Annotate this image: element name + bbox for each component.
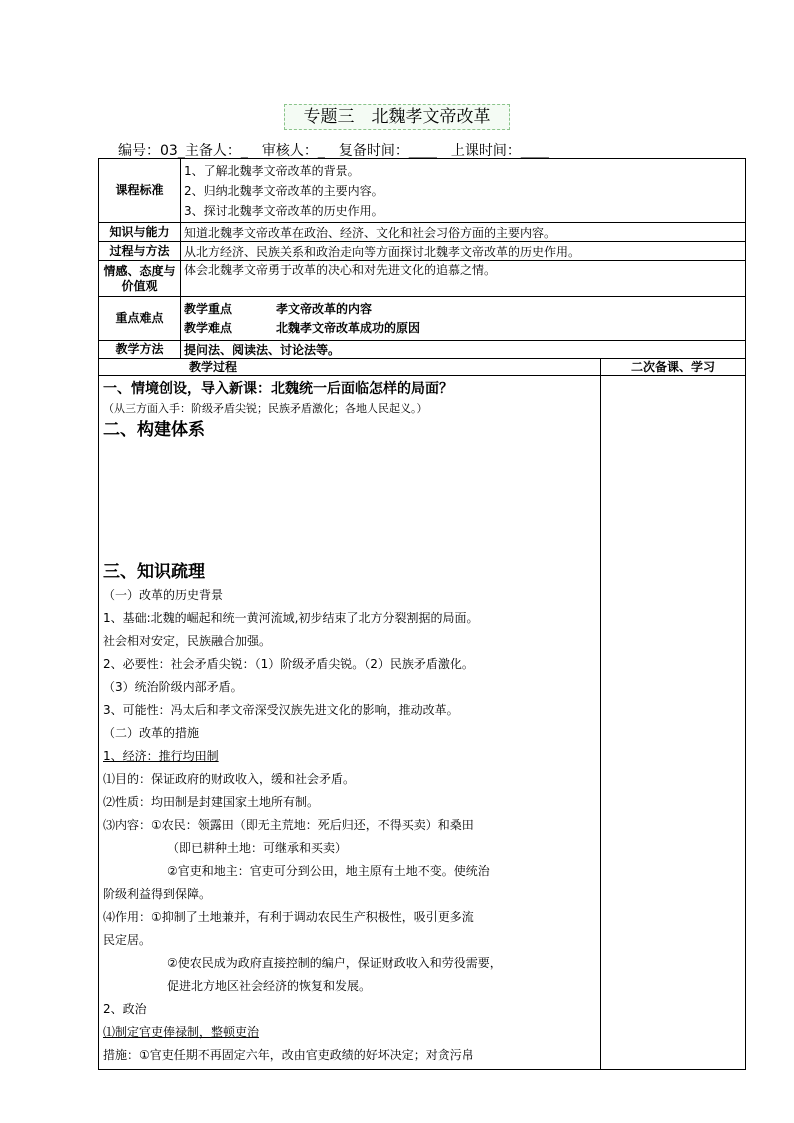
body-line: ⑷作用：①抑制了土地兼并，有利于调动农民生产积极性，吸引更多流 — [103, 910, 474, 924]
lesson-plan-table — [98, 158, 746, 1070]
key-points-row — [99, 297, 746, 341]
emotion-label — [99, 261, 181, 297]
method-label: 教学方法 — [99, 341, 181, 359]
body-line: 2、政治 — [103, 1002, 147, 1016]
process-header-row — [99, 359, 746, 376]
process-method-label: 过程与方法 — [99, 242, 181, 261]
body-line: 社会相对安定，民族融合加强。 — [103, 634, 272, 648]
emotion-row — [99, 261, 746, 297]
course-line: 1、了解北魏孝文帝改革的背景。 — [184, 163, 360, 178]
emotion-text: 体会北魏孝文帝勇于改革的决心和对先进文化的追慕之情。 — [181, 261, 746, 297]
course-standard-label: 课程标准 — [99, 159, 181, 223]
section-framework-heading: 二、构建体系 — [103, 420, 205, 440]
teaching-process-content — [99, 376, 601, 1070]
secondary-prep-column — [601, 376, 746, 1070]
body-line: 2、必要性：社会矛盾尖锐：（1）阶级矛盾尖锐。（2）民族矛盾激化。 — [103, 657, 474, 671]
emotion-label-line: 情感、态度与 — [103, 263, 176, 278]
body-line: ⑵性质：均田制是封建国家土地所有制。 — [103, 795, 320, 809]
difficulty-item — [184, 319, 742, 338]
body-line: 民定居。 — [103, 933, 152, 947]
document-meta: 编号：03_主备人：_ 审核人：_ 复备时间：____ 上课时间：____ — [118, 143, 549, 159]
body-line: （即已耕种土地：可继承和买卖） — [167, 841, 348, 855]
process-body-row — [99, 376, 746, 1070]
key-point-item — [184, 300, 742, 319]
key-points-label: 重点难点 — [99, 297, 181, 341]
body-line: ②使农民成为政府直接控制的编户，保证财政收入和劳役需要， — [167, 956, 502, 970]
body-line: ⑴目的：保证政府的财政收入，缓和社会矛盾。 — [103, 772, 356, 786]
knowledge-text: 知道北魏孝文帝改革在政治、经济、文化和社会习俗方面的主要内容。 — [181, 223, 746, 242]
body-line: （一）改革的历史背景 — [103, 588, 224, 602]
body-line: 措施：①官吏任期不再固定六年，改由官吏政绩的好坏决定；对贪污帛 — [103, 1048, 474, 1062]
body-line: （二）改革的措施 — [103, 726, 200, 740]
method-text: 提问法、阅读法、讨论法等。 — [181, 341, 746, 359]
body-line: 促进北方地区社会经济的恢复和发展。 — [167, 979, 372, 993]
page-title: 专题三 北魏孝文帝改革 — [284, 104, 510, 130]
body-line: 阶级利益得到保障。 — [103, 887, 212, 901]
key-point-key: 教学重点 — [184, 301, 233, 316]
section-intro-note: （从三方面入手：阶级矛盾尖锐；民族矛盾激化；各地人民起义。） — [103, 402, 428, 415]
key-points-content — [181, 297, 746, 341]
difficulty-key: 教学难点 — [184, 320, 233, 335]
teaching-process-header: 教学过程 — [99, 359, 601, 376]
knowledge-label: 知识与能力 — [99, 223, 181, 242]
course-standard-row — [99, 159, 746, 223]
method-row — [99, 341, 746, 359]
body-line: （3）统治阶级内部矛盾。 — [103, 680, 243, 694]
emotion-label-line: 价值观 — [121, 278, 158, 293]
course-line: 3、探讨北魏孝文帝改革的历史作用。 — [184, 203, 384, 218]
process-method-row — [99, 242, 746, 261]
body-line: ⑴制定官吏俸禄制，整顿吏治 — [103, 1025, 260, 1039]
blank-framework-space — [103, 442, 596, 560]
section-intro-heading: 一、情境创设，导入新课：北魏统一后面临怎样的局面？ — [103, 381, 453, 397]
course-line: 2、归纳北魏孝文帝改革的主要内容。 — [184, 183, 384, 198]
key-point-value: 孝文帝改革的内容 — [276, 301, 373, 316]
body-line: ⑶内容：①农民：领露田（即无主荒地：死后归还，不得买卖）和桑田 — [103, 818, 474, 832]
section-knowledge-heading: 三、知识疏理 — [103, 562, 205, 582]
difficulty-value: 北魏孝文帝改革成功的原因 — [276, 320, 421, 335]
knowledge-row — [99, 223, 746, 242]
course-standard-content — [181, 159, 746, 223]
body-line: 1、基础:北魏的崛起和统一黄河流域,初步结束了北方分裂割据的局面。 — [103, 611, 479, 625]
body-line: 1、经济：推行均田制 — [103, 749, 219, 763]
process-method-text: 从北方经济、民族关系和政治走向等方面探讨北魏孝文帝改革的历史作用。 — [181, 242, 746, 261]
body-line: ②官吏和地主：官吏可分到公田，地主原有土地不变。使统治 — [167, 864, 490, 878]
secondary-prep-header: 二次备课、学习 — [601, 359, 746, 376]
body-line: 3、可能性：冯太后和孝文帝深受汉族先进文化的影响，推动改革。 — [103, 703, 459, 717]
